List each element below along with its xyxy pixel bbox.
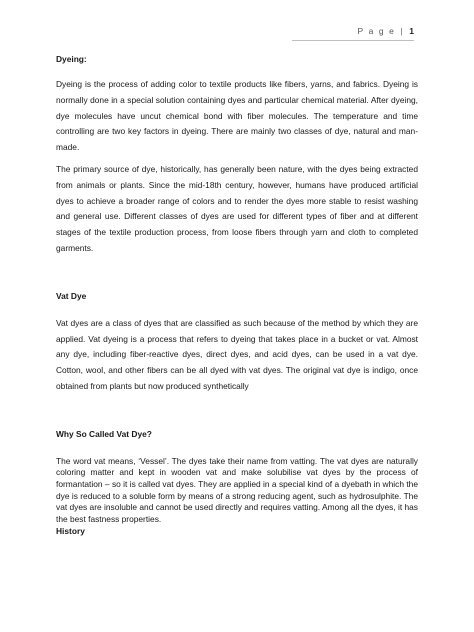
page-label: P a g e <box>357 26 396 36</box>
page-number: 1 <box>409 26 414 36</box>
heading-history: History <box>56 526 85 537</box>
paragraph-why-vat-dye: The word vat means, ‘Vessel’. The dyes take their name from vatting. The vat dyes are naturally coloring matter and kept in wooden vat and make solubilise vat dyes by the process of formantation – so it is called vat dyes. They are applied in a special kind of a dyebath in which the dye is reduced to a soluble form by means of a strong reducing agent, such as hydrosulphite. The vat dyes are insoluble and cannot be used directly and requires vatting. Among all the dyes, it has the best fastness properties. <box>56 455 418 524</box>
heading-dyeing: Dyeing: <box>56 54 87 64</box>
heading-why-vat-dye: Why So Called Vat Dye? <box>56 428 152 439</box>
page-number-header <box>358 26 414 36</box>
page-separator: | <box>400 26 405 36</box>
paragraph-dyeing-definition: Dyeing is the process of adding color to textile products like fibers, yarns, and fabrics. Dyeing is normally done in a special solution containing dyes and particular chemical material. After dyeing, dye molecules have uncut chemical bond with fiber molecules. The temperature and time controlling are two key factors in dyeing. There are mainly two classes of dye, natural and man-made. <box>56 79 418 153</box>
paragraph-vat-dye: Vat dyes are a class of dyes that are classified as such because of the method by which they are applied. Vat dyeing is a process that refers to dyeing that takes place in a bucket or vat. Almost any dye, including fiber-reactive dyes, direct dyes, and acid dyes, can be used in a vat dye. Cotton, wool, and other fibers can be all dyed with vat dyes. The original vat dye is indigo, once obtained from plants but now produced synthetically <box>56 317 418 391</box>
document-body <box>56 54 418 537</box>
heading-vat-dye: Vat Dye <box>56 290 87 301</box>
header-rule <box>292 40 414 41</box>
paragraph-dyeing-history: The primary source of dye, historically, has generally been nature, with the dyes being extracted from animals or plants. Since the mid-18th century, however, humans have produced artificial dyes to achieve a broader range of colors and to render the dyes more stable to resist washing and general use. Different classes of dyes are used for different types of fiber and at different stages of the textile production process, from loose fibers through yarn and cloth to completed garments. <box>56 163 418 253</box>
